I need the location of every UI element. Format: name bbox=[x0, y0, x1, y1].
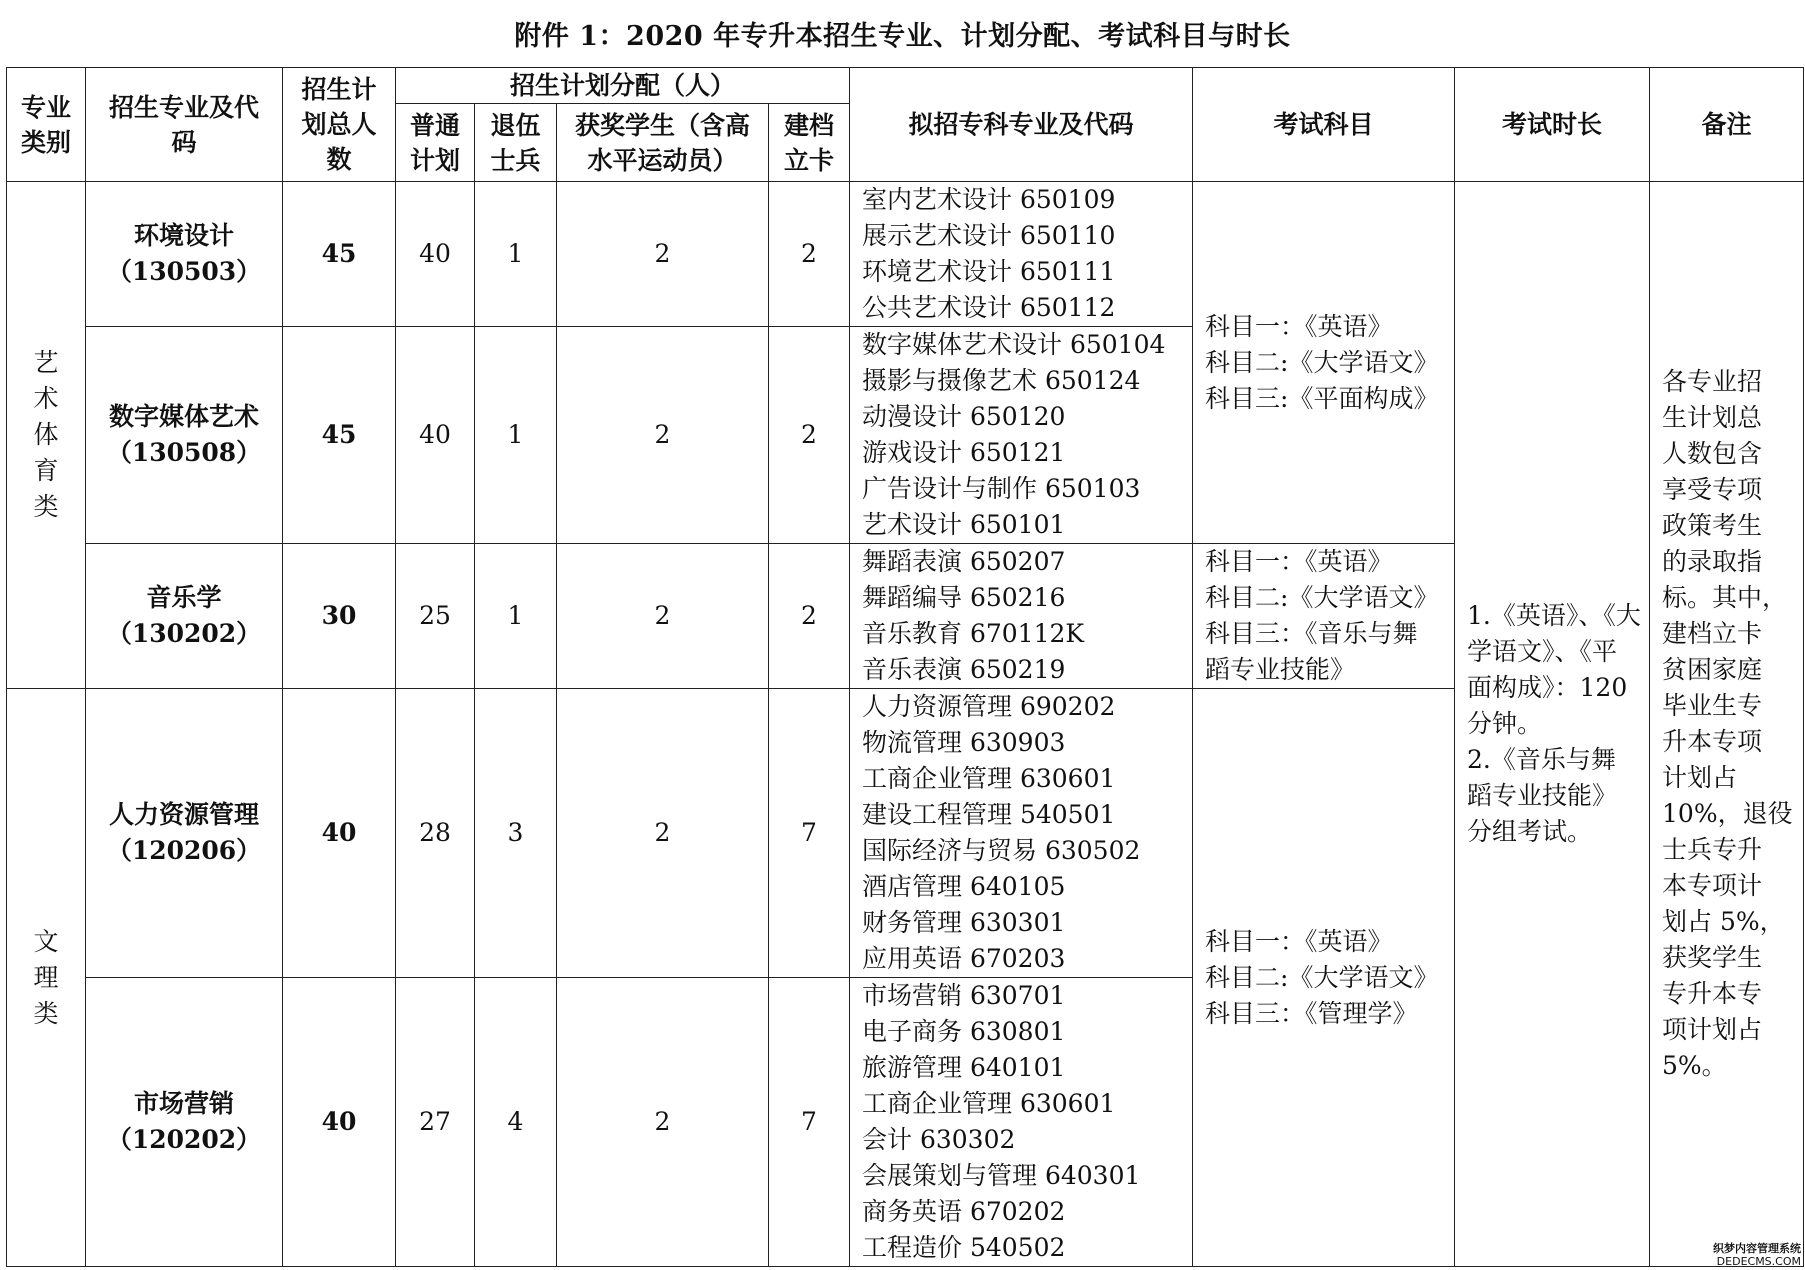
header-subjects: 考试科目 bbox=[1193, 68, 1455, 182]
award-cell: 2 bbox=[557, 689, 769, 978]
regular-cell: 27 bbox=[396, 978, 475, 1267]
regular-cell: 40 bbox=[396, 182, 475, 327]
regular-cell: 40 bbox=[396, 327, 475, 544]
category-cell: 文理类 bbox=[7, 689, 86, 1267]
watermark: 织梦内容管理系统 DEDECMS.COM bbox=[1713, 1242, 1801, 1268]
major-cell: 数字媒体艺术 （130508） bbox=[86, 327, 283, 544]
table-row bbox=[7, 182, 1804, 327]
header-plan-group: 招生计划分配（人） bbox=[396, 68, 850, 104]
total-cell: 40 bbox=[283, 689, 396, 978]
header-duration: 考试时长 bbox=[1455, 68, 1650, 182]
header-major: 招生专业及代码 bbox=[86, 68, 283, 182]
source-majors-cell: 室内艺术设计 650109 展示艺术设计 650110 环境艺术设计 650111 公共艺术设计 650112 bbox=[850, 182, 1193, 327]
header-remarks: 备注 bbox=[1650, 68, 1804, 182]
header-award: 获奖学生（含高水平运动员） bbox=[557, 104, 769, 182]
award-cell: 2 bbox=[557, 327, 769, 544]
remarks-cell: 各专业招 生计划总 人数包含 享受专项 政策考生 的录取指 标。其中， 建档立卡 贫困家庭 毕业生专 升本专项 计划占 10%，退役 士兵专升 本专项计 划占 5%， 获奖学生 专升本专 项计划占 5%。 bbox=[1650, 182, 1804, 1267]
regular-cell: 28 bbox=[396, 689, 475, 978]
source-majors-cell: 舞蹈表演 650207 舞蹈编导 650216 音乐教育 670112K 音乐表演 650219 bbox=[850, 544, 1193, 689]
veteran-cell: 1 bbox=[475, 182, 557, 327]
major-cell: 环境设计 （130503） bbox=[86, 182, 283, 327]
header-poverty: 建档立卡 bbox=[769, 104, 850, 182]
major-cell: 人力资源管理 （120206） bbox=[86, 689, 283, 978]
veteran-cell: 1 bbox=[475, 544, 557, 689]
total-cell: 45 bbox=[283, 182, 396, 327]
major-cell: 市场营销 （120202） bbox=[86, 978, 283, 1267]
veteran-cell: 4 bbox=[475, 978, 557, 1267]
veteran-cell: 1 bbox=[475, 327, 557, 544]
header-source-majors: 拟招专科专业及代码 bbox=[850, 68, 1193, 182]
header-veteran: 退伍士兵 bbox=[475, 104, 557, 182]
subjects-cell-music: 科目一：《英语》 科目二:《大学语文》 科目三：《音乐与舞 蹈专业技能》 bbox=[1193, 544, 1455, 689]
header-total: 招生计划总人数 bbox=[283, 68, 396, 182]
total-cell: 40 bbox=[283, 978, 396, 1267]
source-majors-cell: 人力资源管理 690202 物流管理 630903 工商企业管理 630601 建设工程管理 540501 国际经济与贸易 630502 酒店管理 640105 财务管理 630301 应用英语 670203 bbox=[850, 689, 1193, 978]
poverty-cell: 2 bbox=[769, 327, 850, 544]
header-category: 专业类别 bbox=[7, 68, 86, 182]
award-cell: 2 bbox=[557, 182, 769, 327]
total-cell: 45 bbox=[283, 327, 396, 544]
duration-cell: 1.《英语》、《大 学语文》、《平 面构成》：120 分钟。 2.《音乐与舞 蹈专业技能》 分组考试。 bbox=[1455, 182, 1650, 1267]
category-cell: 艺术体育类 bbox=[7, 182, 86, 689]
admission-plan-table bbox=[6, 67, 1804, 1267]
header-regular: 普通计划 bbox=[396, 104, 475, 182]
regular-cell: 25 bbox=[396, 544, 475, 689]
poverty-cell: 7 bbox=[769, 978, 850, 1267]
veteran-cell: 3 bbox=[475, 689, 557, 978]
major-cell: 音乐学 （130202） bbox=[86, 544, 283, 689]
source-majors-cell: 市场营销 630701 电子商务 630801 旅游管理 640101 工商企业管理 630601 会计 630302 会展策划与管理 640301 商务英语 670202 工程造价 540502 bbox=[850, 978, 1193, 1267]
award-cell: 2 bbox=[557, 544, 769, 689]
total-cell: 30 bbox=[283, 544, 396, 689]
subjects-cell-liberal: 科目一：《英语》 科目二:《大学语文》 科目三：《管理学》 bbox=[1193, 689, 1455, 1267]
award-cell: 2 bbox=[557, 978, 769, 1267]
subjects-cell-art: 科目一：《英语》 科目二:《大学语文》 科目三:《平面构成》 bbox=[1193, 182, 1455, 544]
poverty-cell: 2 bbox=[769, 544, 850, 689]
document-title: 附件 1：2020 年专升本招生专业、计划分配、考试科目与时长 bbox=[514, 21, 1291, 52]
source-majors-cell: 数字媒体艺术设计 650104 摄影与摄像艺术 650124 动漫设计 650120 游戏设计 650121 广告设计与制作 650103 艺术设计 650101 bbox=[850, 327, 1193, 544]
poverty-cell: 7 bbox=[769, 689, 850, 978]
poverty-cell: 2 bbox=[769, 182, 850, 327]
